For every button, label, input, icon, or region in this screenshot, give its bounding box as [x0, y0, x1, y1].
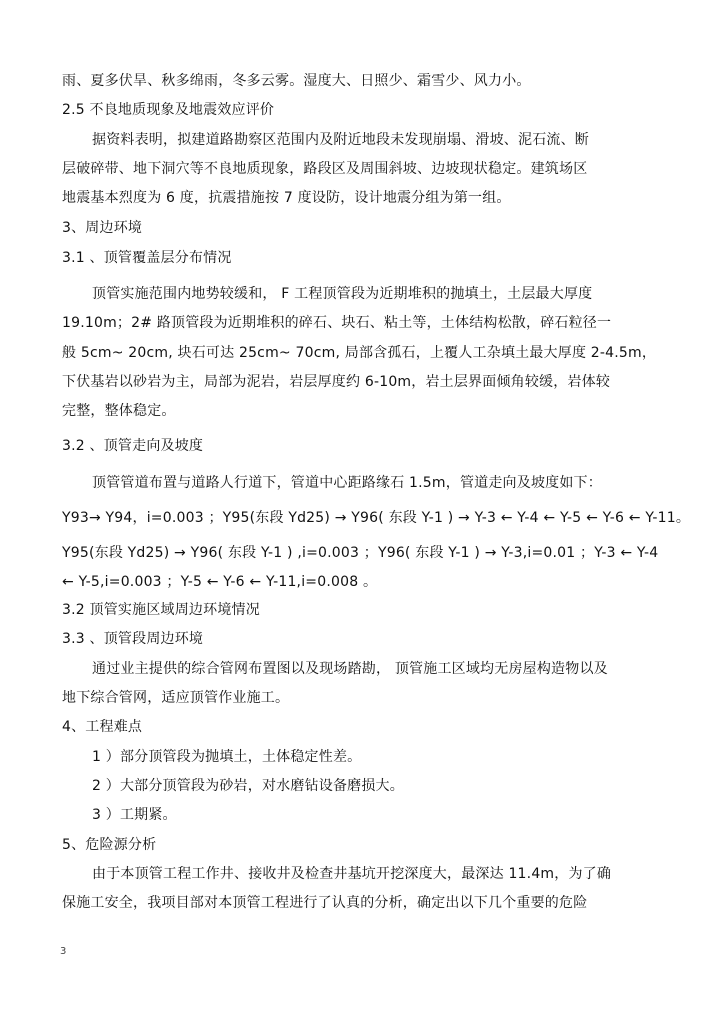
text-line: Y95(东段 Yd25) → Y96( 东段 Y-1 ) ,i=0.003 ；Y96( 东段 Y-1 ) → Y-3,i=0.01 ；Y-3 ← Y-4	[62, 545, 659, 561]
text-line: 据资料表明，拟建道路勘察区范围内及附近地段未发现崩塌、滑坡、泥石流、断	[92, 132, 589, 148]
section-heading: 4、工程难点	[62, 719, 143, 735]
text-line: 完整，整体稳定。	[62, 403, 176, 419]
section-heading: 5、危险源分析	[62, 837, 157, 853]
text-line: 顶管管道布置与道路人行道下，管道中心距路缘石 1.5m，管道走向及坡度如下：	[92, 475, 602, 491]
text-line: 地下综合管网，适应顶管作业施工。	[62, 690, 290, 706]
text-line: 层破碎带、地下洞穴等不良地质现象，路段区及周围斜坡、边坡现状稳定。建筑场区	[62, 161, 588, 177]
text-line: 下伏基岩以砂岩为主，局部为泥岩，岩层厚度约 6-10m，岩土层界面倾角较缓，岩体较	[62, 374, 611, 390]
text-line: 顶管实施范围内地势较缓和， F 工程顶管段为近期堆积的抛填土，土层最大厚度	[92, 286, 593, 302]
text-line: Y93→ Y94，i=0.003 ；Y95(东段 Yd25) → Y96( 东段 Y-1 ) → Y-3 ← Y-4 ← Y-5 ← Y-6 ← Y-11。	[62, 510, 691, 526]
section-heading: 3、周边环境	[62, 220, 143, 236]
text-line: 雨、夏多伏旱、秋多绵雨，冬多云雾。湿度大、日照少、霜雪少、风力小。	[62, 73, 531, 89]
text-line: 地震基本烈度为 6 度，抗震措施按 7 度设防，设计地震分组为第一组。	[62, 190, 511, 206]
page-number: 3	[60, 946, 67, 957]
section-heading: 3.2 、顶管走向及坡度	[62, 438, 204, 454]
text-line: 通过业主提供的综合管网布置图以及现场踏勘， 顶管施工区域均无房屋构造物以及	[92, 661, 608, 677]
text-line: 由于本顶管工程工作井、接收井及检查井基坑开挖深度大，最深达 11.4m，为了确	[92, 866, 612, 882]
section-heading: 3.1 、顶管覆盖层分布情况	[62, 250, 232, 266]
list-item: 3 ）工期紧。	[92, 807, 177, 823]
text-line: ← Y-5,i=0.003 ；Y-5 ← Y-6 ← Y-11,i=0.008 。	[62, 574, 378, 590]
section-heading: 3.2 顶管实施区域周边环境情况	[62, 602, 260, 618]
section-heading: 2.5 不良地质现象及地震效应评价	[62, 102, 275, 118]
section-heading: 3.3 、顶管段周边环境	[62, 631, 204, 647]
text-line: 般 5cm~ 20cm, 块石可达 25cm~ 70cm, 局部含孤石，上覆人工杂填土最大厚度 2-4.5m，	[62, 345, 657, 361]
text-line: 保施工安全，我项目部对本顶管工程进行了认真的分析，确定出以下几个重要的危险	[62, 895, 588, 911]
list-item: 2 ）大部分顶管段为砂岩，对水磨钻设备磨损大。	[92, 778, 404, 794]
list-item: 1 ）部分顶管段为抛填土，土体稳定性差。	[92, 749, 362, 765]
text-line: 19.10m；2# 路顶管段为近期堆积的碎石、块石、粘土等，土体结构松散，碎石粒径一	[62, 315, 612, 331]
